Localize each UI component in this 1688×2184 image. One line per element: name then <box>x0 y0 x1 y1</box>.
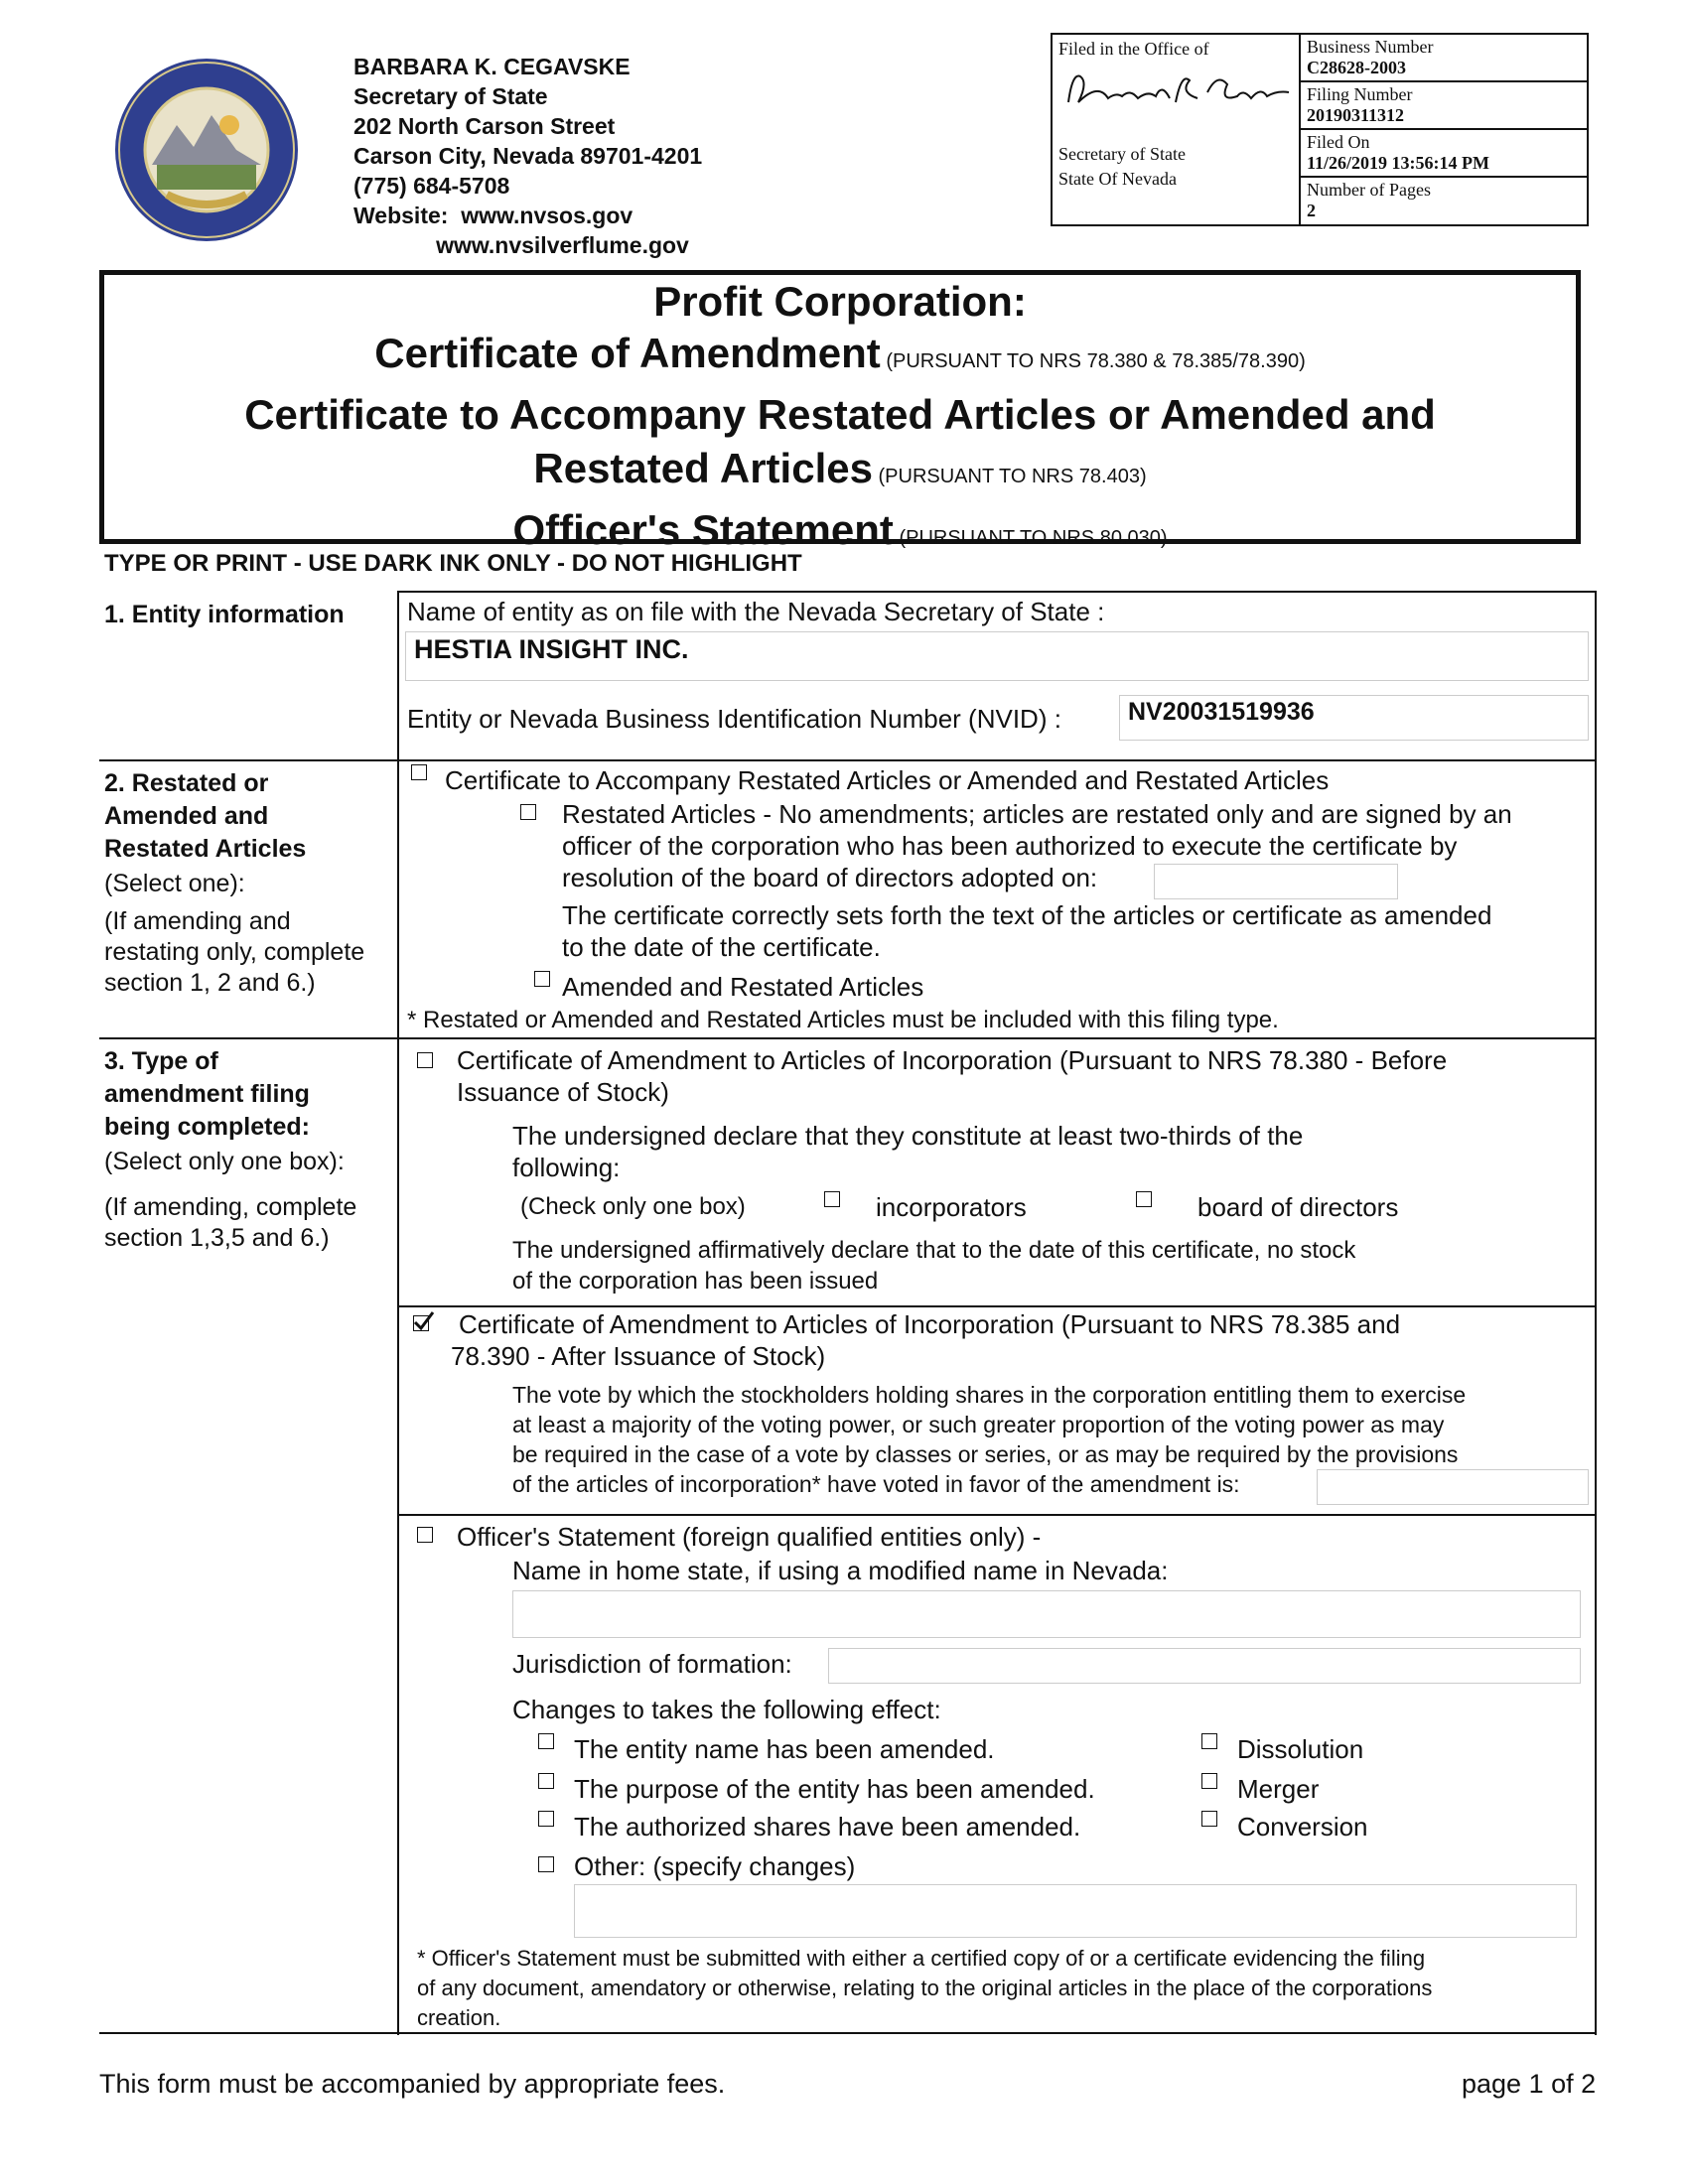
title-line-1: Profit Corporation: <box>653 278 1027 325</box>
after-issuance-checkbox[interactable] <box>413 1315 429 1331</box>
divider <box>397 591 399 2035</box>
sos-title: Secretary of State <box>1058 144 1186 164</box>
header-line: Website: www.nvsos.gov <box>353 203 633 228</box>
nvid-prompt: Entity or Nevada Business Identification Number (NVID) : <box>407 704 1061 734</box>
header-line: Carson City, Nevada 89701-4201 <box>353 143 703 169</box>
home-state-name-label: Name in home state, if using a modified name in Nevada: <box>512 1556 1169 1585</box>
changes-label: Changes to takes the following effect: <box>512 1695 941 1724</box>
form-title-box <box>99 270 1581 553</box>
other-changes-label: Other: (specify changes) <box>574 1851 856 1881</box>
divider <box>397 1305 1597 1307</box>
filing-details <box>1301 35 1587 224</box>
amended-restated-label: Amended and Restated Articles <box>562 972 924 1002</box>
before-issuance-checkbox[interactable] <box>417 1052 433 1068</box>
secretary-of-state-address <box>353 52 702 260</box>
jurisdiction-field[interactable] <box>828 1648 1581 1684</box>
title-line-2 <box>104 327 1576 388</box>
divider <box>1595 591 1597 2035</box>
before-issuance-label: Certificate of Amendment to Articles of Incorporation (Pursuant to NRS 78.380 - Before Issuance of Stock) <box>457 1045 1448 1107</box>
cell-value: 20190311312 <box>1307 105 1405 125</box>
title-text: Officer's Statement <box>512 506 894 553</box>
vote-percentage-field[interactable] <box>1317 1469 1589 1505</box>
board-of-directors-checkbox[interactable] <box>1136 1191 1152 1207</box>
cell-label: Filed On <box>1307 132 1370 152</box>
title-line-4 <box>104 442 1576 503</box>
header-line: Secretary of State <box>353 83 548 109</box>
filed-in-office <box>1053 35 1301 224</box>
header-line: www.nvsilverflume.gov <box>353 232 689 258</box>
jurisdiction-label: Jurisdiction of formation: <box>512 1649 792 1679</box>
authorized-shares-amended-checkbox[interactable] <box>538 1811 554 1827</box>
incorporators-label: incorporators <box>876 1192 1027 1222</box>
filed-in-label: Filed in the Office of <box>1058 39 1209 59</box>
title-statute: (PURSUANT TO NRS 78.403) <box>872 466 1147 487</box>
cell-value: C28628-2003 <box>1307 58 1406 77</box>
entity-name-field[interactable]: HESTIA INSIGHT INC. <box>405 631 1589 681</box>
title-line-3: Certificate to Accompany Restated Articles or Amended and <box>244 391 1436 438</box>
before-affirm: The undersigned affirmatively declare that to the date of this certificate, no stock of the corporation has been issued <box>512 1237 1356 1295</box>
state-name: State Of Nevada <box>1058 169 1177 189</box>
purpose-amended-label: The purpose of the entity has been amended. <box>574 1774 1095 1804</box>
restated-note: The certificate correctly sets forth the text of the articles or certificate as amended to the date of the certificate. <box>562 900 1492 962</box>
divider <box>397 1514 1597 1516</box>
cell-value: 2 <box>1307 201 1316 220</box>
conversion-checkbox[interactable] <box>1201 1811 1217 1827</box>
divider <box>99 1037 1597 1039</box>
entity-name-amended-checkbox[interactable] <box>538 1733 554 1749</box>
divider <box>397 591 1597 593</box>
restated-articles-label: Restated Articles - No amendments; articles are restated only and are signed by an officer of the corporation who has been authorized to execute the certificate by resolution of the board of directors adopted on: <box>562 799 1512 892</box>
nevada-state-seal <box>112 56 301 244</box>
entity-name-amended-label: The entity name has been amended. <box>574 1734 995 1764</box>
cell-label: Business Number <box>1307 37 1434 57</box>
after-issuance-label: Certificate of Amendment to Articles of Incorporation (Pursuant to NRS 78.385 and 78.390 - After Issuance of Stock) <box>451 1309 1401 1371</box>
number-of-pages-cell <box>1301 178 1587 225</box>
header-line: 202 North Carson Street <box>353 113 616 139</box>
purpose-amended-checkbox[interactable] <box>538 1773 554 1789</box>
restated-articles-checkbox[interactable] <box>520 804 536 820</box>
title-statute: (PURSUANT TO NRS 80.030) <box>893 527 1168 549</box>
fees-note: This form must be accompanied by appropriate fees. <box>99 2069 726 2099</box>
board-resolution-date-field[interactable] <box>1154 864 1398 899</box>
header-line: (775) 684-5708 <box>353 173 510 199</box>
checkmark-icon <box>413 1310 435 1332</box>
cell-value: 11/26/2019 13:56:14 PM <box>1307 153 1489 173</box>
section-3-label: 3. Type of amendment filing being completed: (Select only one box): (If amending, complete section 1,3,5 and 6.) <box>104 1047 357 1252</box>
board-of-directors-label: board of directors <box>1197 1192 1399 1222</box>
title-text: Restated Articles <box>533 445 873 491</box>
authorized-shares-amended-label: The authorized shares have been amended. <box>574 1812 1081 1842</box>
title-statute: (PURSUANT TO NRS 78.380 & 78.385/78.390) <box>880 350 1306 372</box>
after-vote-text: The vote by which the stockholders holding shares in the corporation entitling them to exercise at least a majority of the voting power, or such greater proportion of the voting power as may be required in the case of a vote by classes or series, or as may be required by the provisions of the articles of incorporation* have voted in favor of the amendment is: <box>512 1382 1467 1497</box>
merger-label: Merger <box>1237 1774 1320 1804</box>
check-one-label: (Check only one box) <box>520 1193 746 1220</box>
cell-label: Number of Pages <box>1307 180 1431 200</box>
section-1-label: 1. Entity information <box>104 601 345 628</box>
other-changes-checkbox[interactable] <box>538 1856 554 1872</box>
page-number: page 1 of 2 <box>1462 2069 1597 2099</box>
secretary-signature <box>1058 63 1297 122</box>
nvid-field[interactable]: NV20031519936 <box>1119 695 1589 741</box>
incorporators-checkbox[interactable] <box>824 1191 840 1207</box>
other-changes-field[interactable] <box>574 1884 1577 1938</box>
officer-statement-checkbox[interactable] <box>417 1527 433 1543</box>
header-line: BARBARA K. CEGAVSKE <box>353 54 631 79</box>
filing-number-cell <box>1301 82 1587 130</box>
filing-stamp-box <box>1051 33 1589 226</box>
section-2-footnote: * Restated or Amended and Restated Articles must be included with this filing type. <box>407 1007 1279 1033</box>
officer-statement-label: Officer's Statement (foreign qualified entities only) - <box>457 1522 1042 1552</box>
divider <box>99 759 1597 761</box>
filed-on-cell <box>1301 130 1587 178</box>
cell-label: Filing Number <box>1307 84 1413 104</box>
merger-checkbox[interactable] <box>1201 1773 1217 1789</box>
dissolution-label: Dissolution <box>1237 1734 1364 1764</box>
conversion-label: Conversion <box>1237 1812 1368 1842</box>
ink-instruction: TYPE OR PRINT - USE DARK INK ONLY - DO NOT HIGHLIGHT <box>104 550 802 577</box>
certificate-accompany-checkbox[interactable] <box>411 764 427 780</box>
before-declare: The undersigned declare that they constitute at least two-thirds of the following: <box>512 1121 1304 1182</box>
title-text: Certificate of Amendment <box>374 330 881 376</box>
amended-restated-checkbox[interactable] <box>534 971 550 987</box>
business-number-cell <box>1301 35 1587 82</box>
home-state-name-field[interactable] <box>512 1590 1581 1638</box>
entity-name-prompt: Name of entity as on file with the Nevada Secretary of State : <box>407 597 1105 626</box>
section-2-label: 2. Restated or Amended and Restated Articles (Select one): (If amending and restating only, complete section 1, 2 and 6.) <box>104 769 365 997</box>
officer-statement-note: * Officer's Statement must be submitted with either a certified copy of or a certificate evidencing the filing of any document, amendatory or otherwise, relating to the original articles in the place of the corporations creation. <box>417 1946 1433 2030</box>
dissolution-checkbox[interactable] <box>1201 1733 1217 1749</box>
certificate-accompany-label: Certificate to Accompany Restated Articles or Amended and Restated Articles <box>445 765 1330 795</box>
